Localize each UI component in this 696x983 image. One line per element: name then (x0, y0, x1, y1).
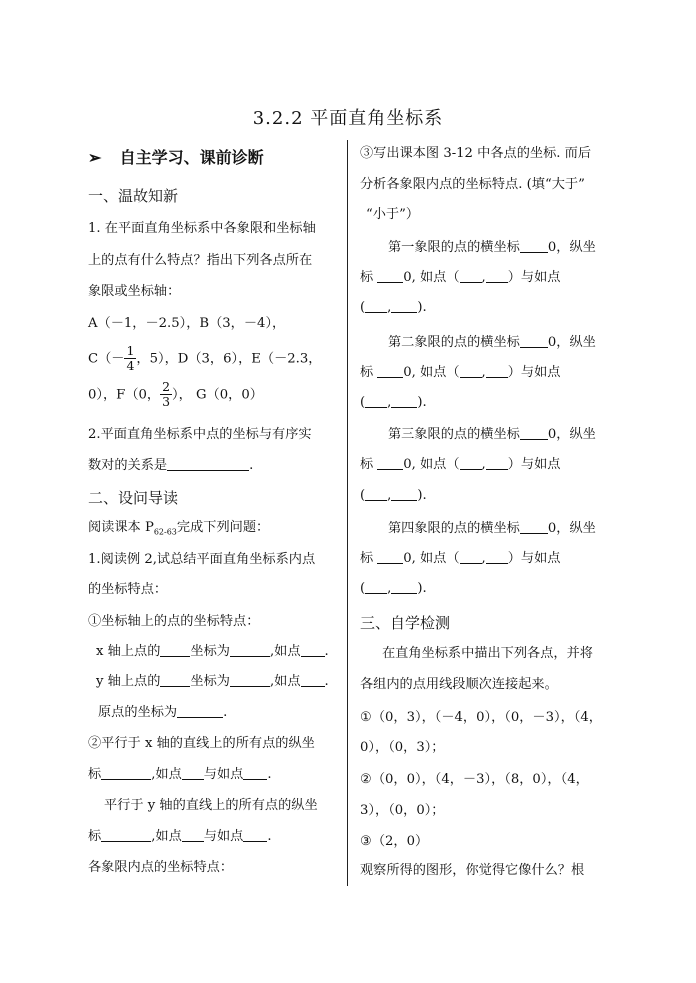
answer-blank[interactable] (365, 395, 387, 408)
circle-3-text: ,如点 (151, 829, 182, 844)
quadrant-text: 0，纵坐 (547, 427, 596, 442)
circle-2-text: 标 (88, 767, 102, 782)
column-divider (347, 140, 348, 886)
points-line (88, 344, 321, 374)
answer-blank[interactable] (177, 705, 223, 718)
quadrant-text: 第二象限的点的横坐标 (388, 335, 520, 350)
quadrant-line (388, 427, 596, 443)
test-line: 在直角坐标系中描出下列各点，并将 (382, 646, 593, 661)
quadrant-text: , (387, 581, 392, 596)
quadrant-text: 第四象限的点的横坐标 (388, 521, 520, 536)
section-heading-row (88, 148, 264, 168)
points-line (88, 380, 263, 410)
answer-blank[interactable] (243, 829, 267, 842)
q1-line: 1. 在平面直角坐标系中各象限和坐标轴 (88, 221, 316, 236)
observe-line: 观察所得的图形，你觉得它像什么？根 (360, 863, 585, 878)
q1-line: 象限或坐标轴： (88, 284, 181, 299)
quadrant-line (360, 270, 560, 286)
subheading-self-test: 三、自学检测 (360, 614, 451, 632)
answer-blank[interactable] (391, 581, 417, 594)
fraction (124, 344, 136, 374)
r1-line: 1.阅读例 2,试总结平面直角坐标系内点 (88, 552, 316, 567)
quadrant-line (360, 581, 427, 597)
quadrant-line (360, 395, 427, 411)
quadrant-text: ). (417, 300, 427, 315)
answer-blank[interactable] (167, 458, 249, 471)
fraction-denominator: 3 (162, 394, 171, 410)
answer-blank[interactable] (365, 300, 387, 313)
answer-blank[interactable] (101, 767, 151, 780)
answer-blank[interactable] (486, 457, 508, 470)
answer-blank[interactable] (377, 457, 403, 470)
points-line: A（－1，－2.5），B（3，－4）， (88, 316, 286, 331)
y-axis-line (96, 674, 329, 690)
quadrant-text: , (481, 270, 486, 285)
circle-3-line: 平行于 y 轴的直线上的所有点的纵坐 (104, 798, 318, 813)
quadrant-text: 0, 如点（ (403, 270, 460, 285)
circle-3-intro: “小于”） (366, 207, 420, 222)
x-axis-line (96, 644, 329, 660)
circle-1-line: ①坐标轴上的点的坐标特点： (88, 614, 260, 629)
answer-blank[interactable] (160, 674, 190, 687)
answer-blank[interactable] (460, 457, 482, 470)
answer-blank[interactable] (230, 644, 270, 657)
points-text: 0），F（0， (88, 387, 161, 403)
quadrant-text: 0, 如点（ (403, 365, 460, 380)
quadrant-line (360, 551, 560, 567)
quadrant-text: , (387, 395, 392, 410)
page-range: 62-63 (153, 527, 177, 537)
q2-text: 数对的关系是 (88, 458, 168, 473)
q2-line: 2.平面直角坐标系中点的坐标与有序实 (88, 427, 312, 442)
quadrant-text: , (387, 488, 392, 503)
circle-2-line: ②平行于 x 轴的直线上的所有点的纵坐 (88, 736, 315, 751)
fraction (160, 380, 172, 410)
quadrant-line (388, 521, 596, 537)
answer-blank[interactable] (365, 581, 387, 594)
quadrant-text: ). (417, 395, 427, 410)
section-heading: 自主学习、课前诊断 (119, 148, 264, 167)
quadrant-text: 标 (360, 551, 374, 566)
quadrant-text: 0，纵坐 (547, 521, 596, 536)
answer-blank[interactable] (182, 829, 204, 842)
q2-text: . (249, 458, 254, 473)
quadrant-line (360, 457, 560, 473)
answer-blank[interactable] (243, 767, 267, 780)
quadrant-features-line: 各象限内点的坐标特点： (88, 860, 234, 875)
circle-2-text: . (267, 767, 272, 782)
quadrant-line (360, 365, 560, 381)
answer-blank[interactable] (520, 521, 548, 534)
circle-2-text: 与如点 (203, 767, 244, 782)
group-1-line: 0），（0，3）； (360, 740, 445, 755)
x-axis-text: . (324, 644, 329, 659)
quadrant-text: , (481, 365, 486, 380)
quadrant-line (388, 335, 596, 351)
r1-line: 的坐标特点： (88, 582, 168, 597)
y-axis-text: y 轴上点的 (96, 674, 161, 689)
y-axis-text: ,如点 (269, 674, 301, 689)
y-axis-text: . (324, 674, 329, 689)
quadrant-line (360, 488, 427, 504)
answer-blank[interactable] (520, 427, 548, 440)
answer-blank[interactable] (460, 365, 482, 378)
group-3-line: ③（2，0） (360, 834, 429, 849)
quadrant-text: 标 (360, 457, 374, 472)
answer-blank[interactable] (486, 551, 508, 564)
group-2-line: ②（0，0），（4，－3），（8，0），（4， (360, 772, 589, 787)
answer-blank[interactable] (377, 365, 403, 378)
quadrant-text: 第一象限的点的横坐标 (388, 240, 520, 255)
circle-3-text: 与如点 (203, 829, 244, 844)
quadrant-text: ）与如点 (507, 365, 561, 380)
answer-blank[interactable] (460, 551, 482, 564)
quadrant-text: 0, 如点（ (403, 457, 460, 472)
quadrant-text: 标 (360, 270, 374, 285)
circle-3-text: 标 (88, 829, 102, 844)
quadrant-text: ( (360, 581, 366, 596)
group-2-line: 3），（0，0）； (360, 803, 445, 818)
answer-blank[interactable] (160, 644, 190, 657)
quadrant-text: ). (417, 581, 427, 596)
quadrant-text: 第三象限的点的横坐标 (388, 427, 520, 442)
subheading-review: 一、温故知新 (88, 187, 179, 205)
quadrant-text: , (481, 551, 486, 566)
reading-line (88, 520, 269, 537)
y-axis-text: 坐标为 (190, 674, 230, 689)
quadrant-text: ）与如点 (507, 270, 561, 285)
answer-blank[interactable] (377, 551, 403, 564)
x-axis-text: x 轴上点的 (96, 644, 161, 659)
answer-blank[interactable] (486, 270, 508, 283)
origin-line (98, 705, 227, 721)
quadrant-text: ）与如点 (507, 551, 561, 566)
answer-blank[interactable] (520, 240, 548, 253)
q2-line (88, 458, 253, 474)
points-text: ）， G（0，0） (172, 387, 263, 403)
answer-blank[interactable] (377, 270, 403, 283)
circle-3-text: . (267, 829, 272, 844)
origin-text: . (223, 705, 228, 720)
quadrant-text: 0，纵坐 (547, 240, 596, 255)
circle-2-text: ,如点 (151, 767, 182, 782)
circle-3-intro: ③写出课本图 3-12 中各点的坐标. 而后 (360, 146, 592, 161)
quadrant-text: 0, 如点（ (403, 551, 460, 566)
answer-blank[interactable] (391, 395, 417, 408)
answer-blank[interactable] (182, 767, 204, 780)
fraction-denominator: 4 (126, 358, 135, 374)
circle-3-intro: 分析各象限内点的坐标特点. (填“大于” (360, 177, 585, 192)
quadrant-line (388, 240, 596, 256)
answer-blank[interactable] (230, 674, 270, 687)
q1-line: 上的点有什么特点？指出下列各点所在 (88, 253, 313, 268)
subheading-guided: 二、设问导读 (88, 489, 179, 507)
answer-blank[interactable] (391, 300, 417, 313)
answer-blank[interactable] (520, 335, 548, 348)
x-axis-text: 坐标为 (190, 644, 230, 659)
x-axis-text: ,如点 (269, 644, 301, 659)
quadrant-text: 0，纵坐 (547, 335, 596, 350)
answer-blank[interactable] (486, 365, 508, 378)
answer-blank[interactable] (301, 674, 325, 687)
circle-2-line (88, 767, 272, 783)
points-text: C（－ (88, 351, 125, 367)
answer-blank[interactable] (301, 644, 325, 657)
quadrant-text: ( (360, 488, 366, 503)
points-text: ，5），D（3，6），E（－2.3， (136, 351, 322, 367)
quadrant-text: ( (360, 300, 366, 315)
fraction-numerator: 2 (162, 379, 171, 394)
arrow-bullet-icon: ➢ (88, 148, 102, 167)
quadrant-text: 标 (360, 365, 374, 380)
answer-blank[interactable] (460, 270, 482, 283)
origin-text: 原点的坐标为 (98, 705, 178, 720)
answer-blank[interactable] (365, 488, 387, 501)
answer-blank[interactable] (391, 488, 417, 501)
quadrant-line (360, 300, 427, 316)
reading-text: 完成下列问题： (176, 520, 270, 535)
quadrant-text: , (481, 457, 486, 472)
reading-text: 阅读课本 P (88, 520, 154, 535)
circle-3-line (88, 829, 272, 845)
test-line: 各组内的点用线段顺次连接起来。 (360, 677, 558, 692)
quadrant-text: ). (417, 488, 427, 503)
quadrant-text: ）与如点 (507, 457, 561, 472)
fraction-numerator: 1 (126, 343, 135, 358)
answer-blank[interactable] (101, 829, 151, 842)
quadrant-text: , (387, 300, 392, 315)
group-1-line: ①（0，3），（－4，0），（0，－3），（4， (360, 710, 602, 725)
page-title: 3.2.2 平面直角坐标系 (252, 108, 444, 129)
quadrant-text: ( (360, 395, 366, 410)
